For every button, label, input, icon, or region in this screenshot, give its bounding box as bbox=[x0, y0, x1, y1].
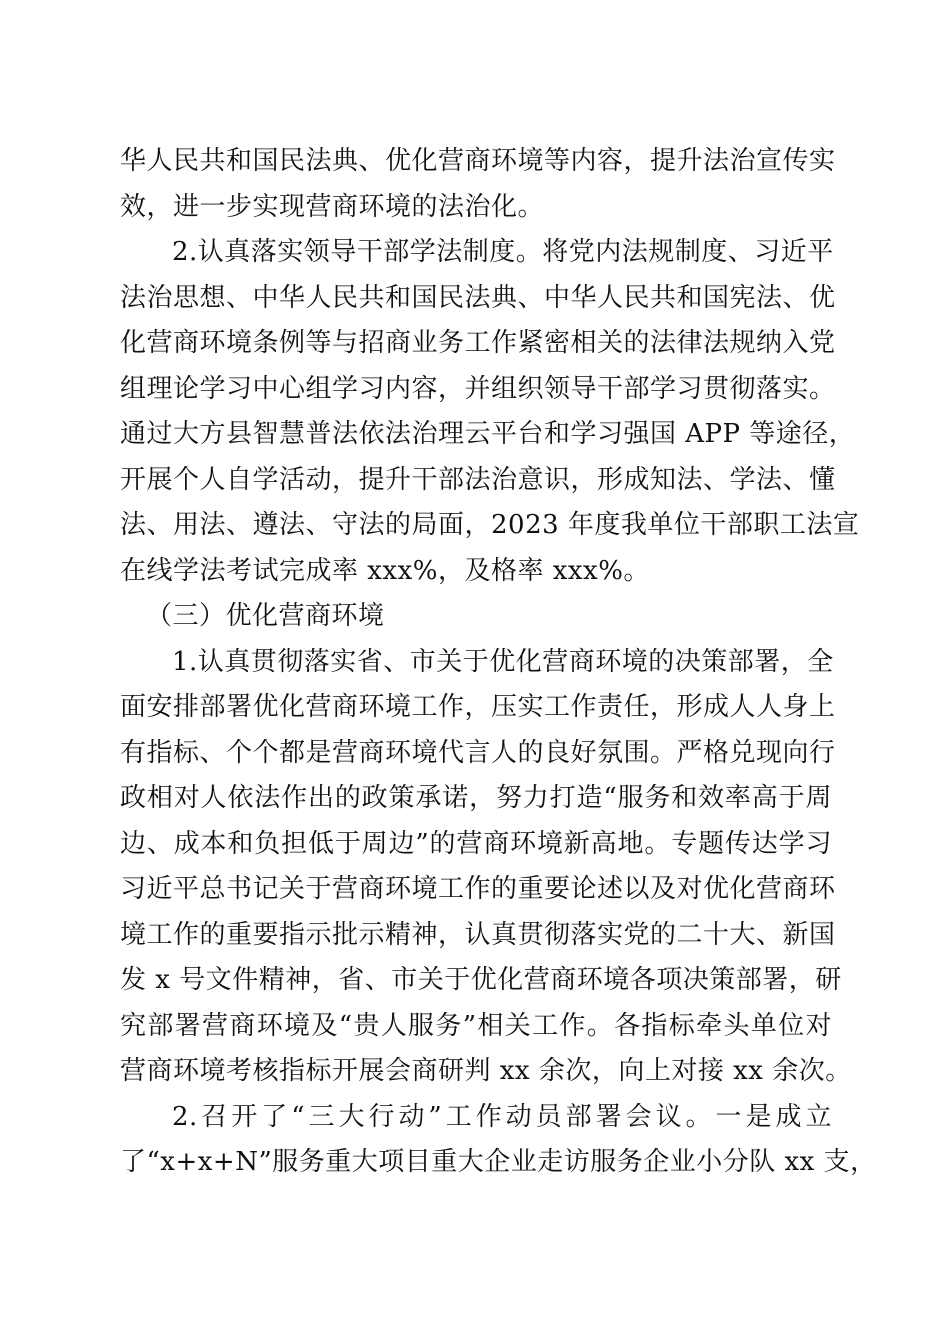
body-line: 效，进一步实现营商环境的法治化。 bbox=[120, 191, 545, 222]
body-line: 政相对人依法作出的政策承诺，努力打造“服务和效率高于周 bbox=[120, 783, 832, 813]
body-line: 组理论学习中心组学习内容，并组织领导干部学习贯彻落实。 bbox=[120, 373, 836, 404]
body-line: 开展个人自学活动，提升干部法治意识，形成知法、学法、懂 bbox=[120, 464, 836, 495]
body-line: 在线学法考试完成率 xxx%，及格率 xxx%。 bbox=[120, 555, 650, 586]
body-line: 法治思想、中华人民共和国民法典、中华人民共和国宪法、优 bbox=[120, 282, 836, 313]
body-line: 化营商环境条例等与招商业务工作紧密相关的法律法规纳入党 bbox=[120, 328, 836, 358]
section-heading: （三）优化营商环境 bbox=[146, 601, 385, 631]
body-line: 华人民共和国民法典、优化营商环境等内容，提升法治宣传实 bbox=[120, 146, 836, 176]
document-body bbox=[120, 139, 877, 1186]
body-line: 发 x 号文件精神，省、市关于优化营商环境各项决策部署，研 bbox=[120, 965, 842, 995]
body-line: 了“x+x+N”服务重大项目重大企业走访服务企业小分队 xx 支， bbox=[120, 1147, 877, 1177]
body-line: 面安排部署优化营商环境工作，压实工作责任，形成人人身上 bbox=[120, 692, 836, 722]
body-line: 究部署营商环境及“贵人服务”相关工作。各指标牵头单位对 bbox=[120, 1010, 832, 1041]
body-line: 境工作的重要指示批示精神，认真贯彻落实党的二十大、新国 bbox=[120, 919, 836, 950]
paragraph-start-line: 2.召开了“三大行动”工作动员部署会议。一是成立 bbox=[172, 1101, 832, 1132]
body-line: 边、成本和负担低于周边”的营商环境新高地。专题传达学习 bbox=[120, 828, 832, 859]
paragraph-start-line: 1.认真贯彻落实省、市关于优化营商环境的决策部署，全 bbox=[172, 646, 834, 677]
paragraph-start-line: 2.认真落实领导干部学法制度。将党内法规制度、习近平 bbox=[172, 237, 834, 267]
body-line: 法、用法、遵法、守法的局面，2023 年度我单位干部职工法宣 bbox=[120, 510, 860, 540]
body-line: 通过大方县智慧普法依法治理云平台和学习强国 APP 等途径， bbox=[120, 419, 856, 449]
body-line: 营商环境考核指标开展会商研判 xx 余次，向上对接 xx 余次。 bbox=[120, 1056, 852, 1086]
body-line: 习近平总书记关于营商环境工作的重要论述以及对优化营商环 bbox=[120, 874, 836, 904]
body-line: 有指标、个个都是营商环境代言人的良好氛围。严格兑现向行 bbox=[120, 737, 836, 768]
